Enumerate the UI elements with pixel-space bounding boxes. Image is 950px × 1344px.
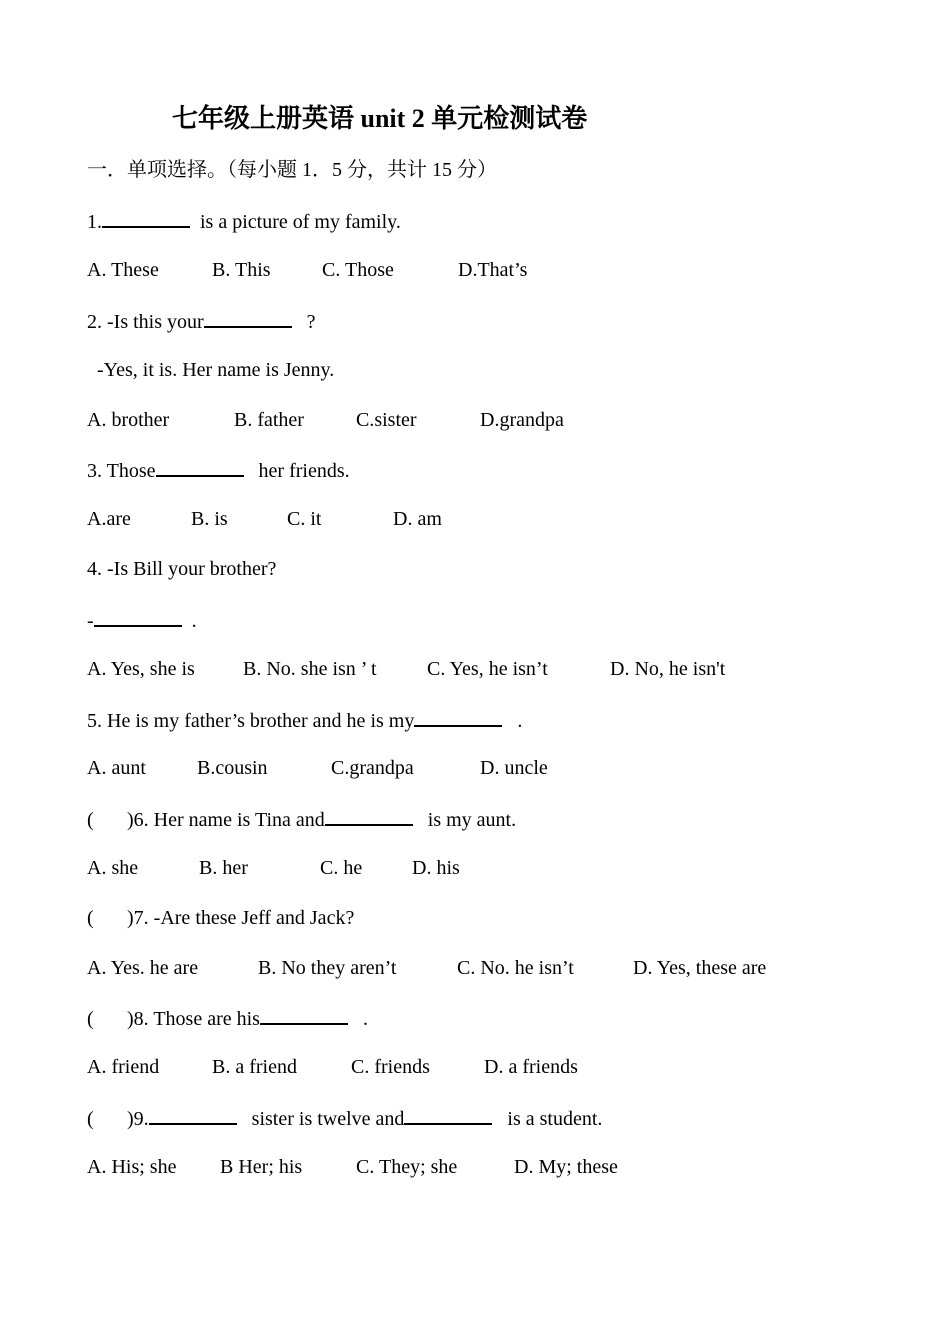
question-text: is my aunt. <box>427 809 517 831</box>
question-number: 7. <box>133 907 149 929</box>
question-3 <box>87 457 350 483</box>
option-b: B. her <box>199 857 248 879</box>
question-text: Her name is Tina and <box>153 809 325 831</box>
option-b: B. No they aren’t <box>258 957 397 979</box>
answer-paren[interactable]: ( <box>87 809 94 831</box>
option-c: C. No. he isn’t <box>457 957 574 979</box>
question-9 <box>87 1105 602 1131</box>
option-a: A. brother <box>87 409 170 431</box>
question-number: 1. <box>87 211 102 233</box>
question-6 <box>87 806 516 832</box>
option-c: C. Yes, he isn’t <box>427 658 548 680</box>
option-b: B. This <box>212 259 271 281</box>
option-a: A. Yes. he are <box>87 957 199 979</box>
answer-blank[interactable] <box>149 1105 237 1125</box>
answer-blank[interactable] <box>404 1105 492 1125</box>
question-text: -Are these Jeff and Jack? <box>153 907 355 929</box>
question-text: her friends. <box>258 460 350 482</box>
answer-blank[interactable] <box>94 607 182 627</box>
option-a: A. Yes, she is <box>87 658 195 680</box>
option-d: D. Yes, these are <box>633 957 767 979</box>
question-4-reply <box>87 607 197 633</box>
question-text: -Is this your <box>107 311 204 333</box>
paren-close: ) <box>127 809 134 831</box>
option-c: C. friends <box>351 1056 430 1078</box>
option-b: B. father <box>234 409 304 431</box>
paren-close: ) <box>127 1008 134 1030</box>
option-d: D. his <box>412 857 460 879</box>
reply-suffix: . <box>191 610 197 632</box>
question-number: 8. <box>133 1008 149 1030</box>
question-text: . <box>362 1008 368 1030</box>
page-title: 七年级上册英语 unit 2 单元检测试卷 <box>172 104 588 133</box>
paren-close: ) <box>127 907 134 929</box>
question-8 <box>87 1005 368 1031</box>
question-number: 4. <box>87 558 102 580</box>
option-c: C.grandpa <box>331 757 414 779</box>
question-number: 6. <box>133 809 149 831</box>
option-b: B Her; his <box>220 1156 303 1178</box>
answer-paren[interactable]: ( <box>87 907 94 929</box>
question-text: He is my father’s brother and he is my <box>107 710 415 732</box>
question-number: 9. <box>133 1108 149 1130</box>
option-d: D.grandpa <box>480 409 564 431</box>
answer-blank[interactable] <box>325 806 413 826</box>
reply-prefix: - <box>87 610 94 632</box>
option-b: B. No. she isn ’ t <box>243 658 377 680</box>
option-c: C. Those <box>322 259 394 281</box>
question-number: 5. <box>87 710 102 732</box>
option-d: D. No, he isn't <box>610 658 726 680</box>
question-text: Those <box>106 460 156 482</box>
question-text: Those are his <box>153 1008 260 1030</box>
option-d: D. am <box>393 508 442 530</box>
option-c: C. he <box>320 857 363 879</box>
question-5 <box>87 707 522 733</box>
answer-blank[interactable] <box>156 457 244 477</box>
paren-close: ) <box>127 1108 134 1130</box>
answer-blank[interactable] <box>414 707 502 727</box>
option-a: A. These <box>87 259 159 281</box>
question-text: is a picture of my family. <box>200 211 401 233</box>
option-d: D. My; these <box>514 1156 618 1178</box>
answer-paren[interactable]: ( <box>87 1008 94 1030</box>
question-text: sister is twelve and <box>251 1108 405 1130</box>
option-a: A.are <box>87 508 131 530</box>
section-header: 一．单项选择。（每小题 1．5 分，共计 15 分） <box>87 159 497 181</box>
option-a: A. she <box>87 857 139 879</box>
question-2 <box>87 308 316 334</box>
question-text: is a student. <box>507 1108 603 1130</box>
option-b: B. a friend <box>212 1056 297 1078</box>
answer-blank[interactable] <box>260 1005 348 1025</box>
question-text: . <box>517 710 523 732</box>
option-c: C. it <box>287 508 322 530</box>
question-text: ? <box>306 311 316 333</box>
question-text: -Is Bill your brother? <box>107 558 277 580</box>
question-number: 3. <box>87 460 102 482</box>
option-a: A. friend <box>87 1056 160 1078</box>
question-4 <box>87 557 276 581</box>
option-a: A. His; she <box>87 1156 177 1178</box>
option-c: C. They; she <box>356 1156 458 1178</box>
option-a: A. aunt <box>87 757 146 779</box>
option-d: D. a friends <box>484 1056 578 1078</box>
option-c: C.sister <box>356 409 417 431</box>
question-1 <box>87 208 401 234</box>
answer-paren[interactable]: ( <box>87 1108 94 1130</box>
option-d: D.That’s <box>458 259 528 281</box>
question-2-reply: -Yes, it is. Her name is Jenny. <box>97 359 335 381</box>
answer-blank[interactable] <box>204 308 292 328</box>
question-number: 2. <box>87 311 102 333</box>
option-b: B.cousin <box>197 757 268 779</box>
option-b: B. is <box>191 508 228 530</box>
answer-blank[interactable] <box>102 208 190 228</box>
option-d: D. uncle <box>480 757 548 779</box>
question-7 <box>87 906 354 930</box>
